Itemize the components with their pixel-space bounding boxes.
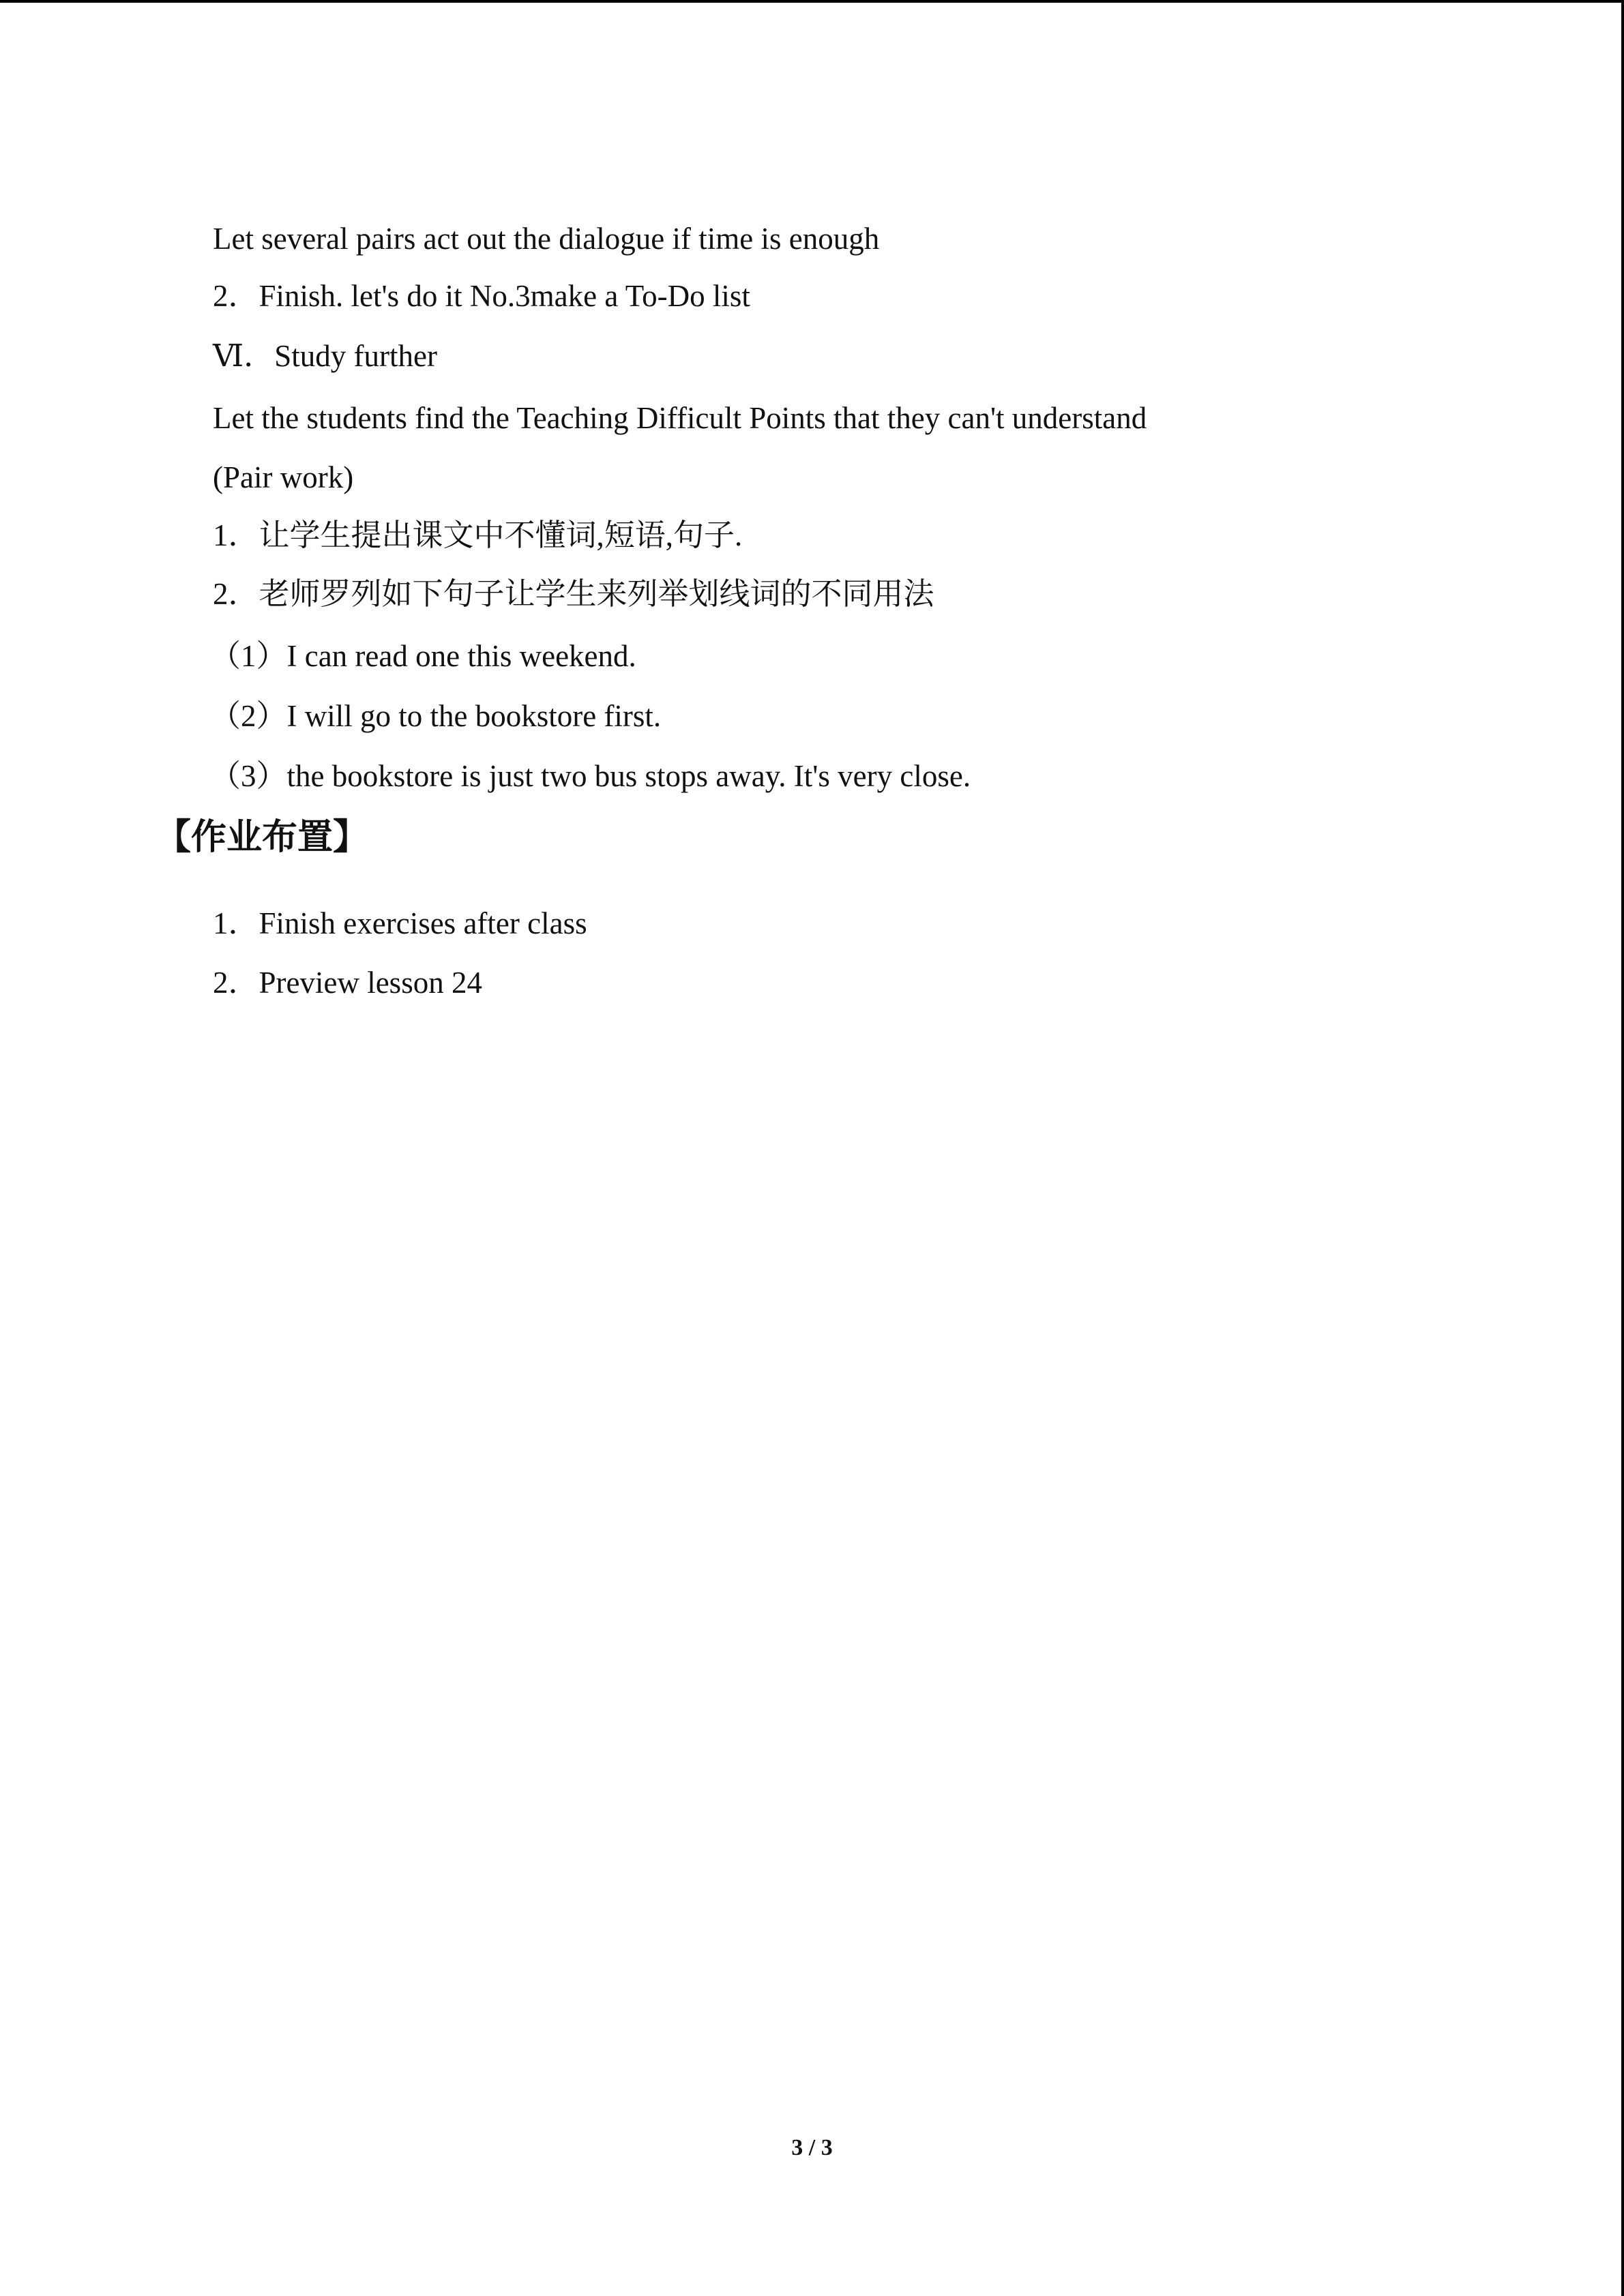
- text-line-example-1: （1）I can read one this weekend.: [210, 639, 636, 673]
- text-line-example-3: （3）the bookstore is just two bus stops away. It's very close.: [210, 759, 971, 793]
- text-line-study-further: Ⅵ．Study further: [213, 339, 437, 373]
- homework-item-2: 2．Preview lesson 24: [213, 966, 482, 1000]
- text-line-pairs-act-out: Let several pairs act out the dialogue if time is enough: [213, 222, 880, 256]
- page-number: 3 / 3: [791, 2135, 833, 2160]
- homework-item-1: 1．Finish exercises after class: [213, 906, 587, 940]
- text-line-pair-work: (Pair work): [213, 460, 354, 494]
- homework-heading: 【作业布置】: [156, 817, 369, 858]
- text-line-difficult-points: Let the students find the Teaching Difficult Points that they can't understand: [213, 401, 1147, 435]
- text-line-example-2: （2）I will go to the bookstore first.: [210, 699, 662, 733]
- text-line-chinese-1: 1．让学生提出课文中不懂词,短语,句子.: [213, 518, 743, 552]
- text-line-chinese-2: 2．老师罗列如下句子让学生来列举划线词的不同用法: [213, 577, 934, 611]
- text-line-finish-todo: 2．Finish. let's do it No.3make a To-Do list: [213, 279, 750, 313]
